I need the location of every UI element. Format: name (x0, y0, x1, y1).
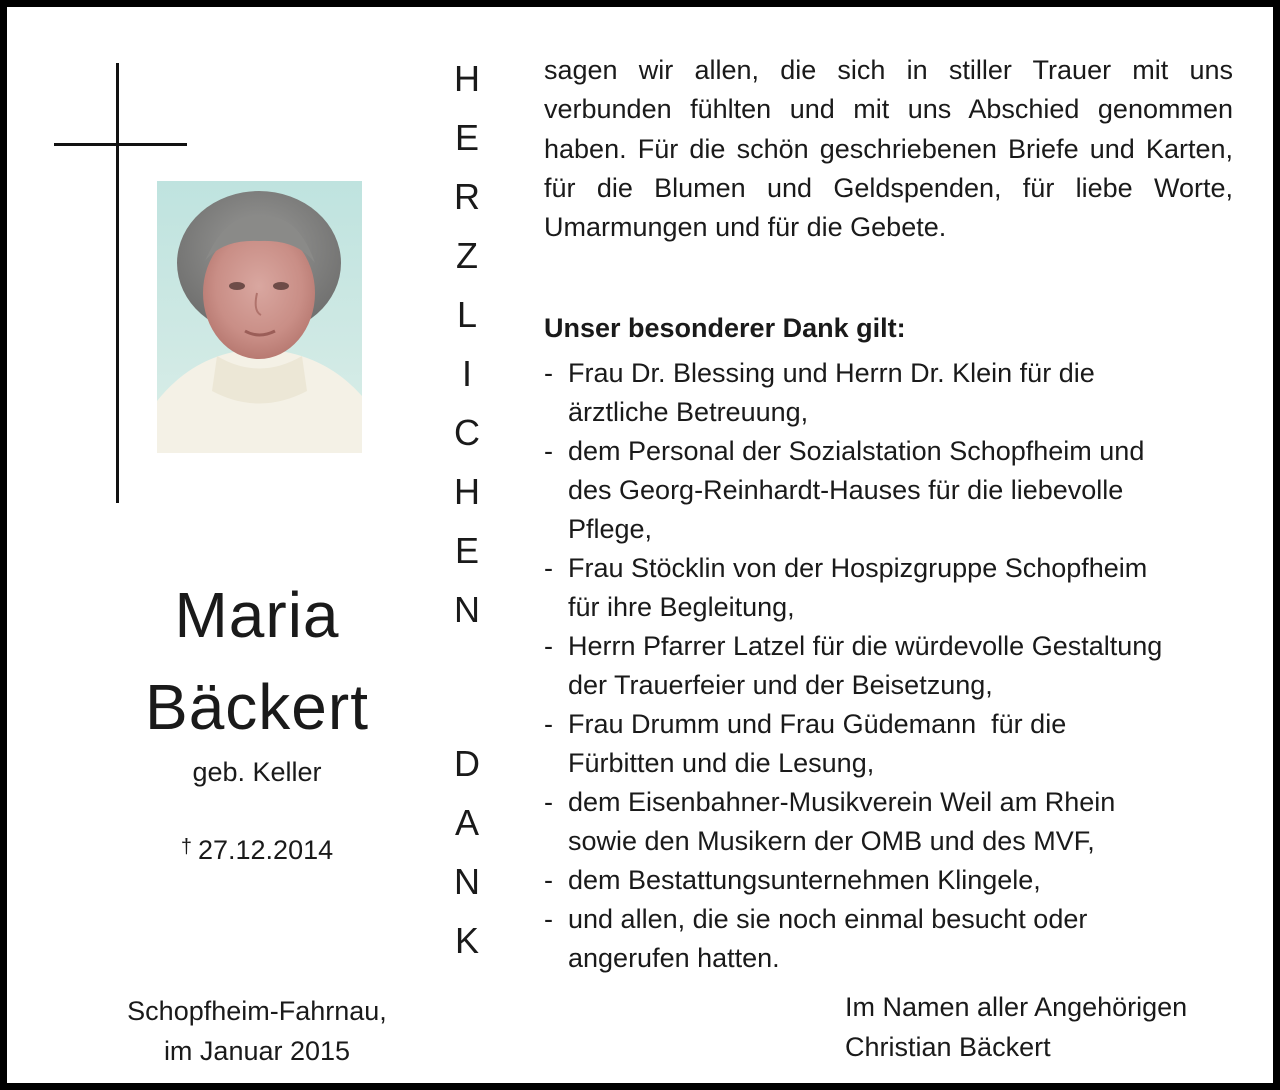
person-last-name: Bäckert (145, 671, 369, 743)
signature (845, 987, 1245, 1067)
cross-icon-vertical-bar (116, 63, 119, 503)
vertical-letter: I (461, 353, 472, 394)
list-item: - Frau Dr. Blessing und Herrn Dr. Klein für die ärztliche Betreuung, (544, 358, 1095, 427)
person-first-name: Maria (174, 579, 340, 651)
vertical-letter: H (454, 471, 480, 512)
list-item: - dem Bestattungsunternehmen Klingele, (544, 865, 1041, 895)
intro-paragraph: sagen wir allen, die sich in stiller Trauer mit uns verbunden fühlten und mit uns Abschied genommen haben. Für die schön geschriebenen Briefe und Karten, für die Blumen und Geldspenden, für liebe Worte, Umarmungen und für die Gebete. (544, 55, 1233, 243)
vertical-letter: E (454, 117, 479, 158)
thanks-subheading: Unser besonderer Dank gilt: (544, 313, 906, 343)
signature-line-2: Christian Bäckert (845, 1032, 1051, 1062)
vertical-letter: H (454, 58, 480, 99)
vertical-letter: R (454, 176, 480, 217)
list-item: - dem Eisenbahner-Musikverein Weil am Rhein sowie den Musikern der OMB und des MVF, (544, 787, 1116, 856)
dagger-icon: † (180, 836, 192, 858)
death-date (97, 835, 417, 866)
list-item: - dem Personal der Sozialstation Schopfheim und des Georg-Reinhardt-Hauses für die liebevolle Pflege, (544, 436, 1145, 544)
list-item: - Frau Drumm und Frau Güdemann für die Fürbitten und die Lesung, (544, 709, 1067, 778)
list-item: - Herrn Pfarrer Latzel für die würdevolle Gestaltung der Trauerfeier und der Beisetzung, (544, 631, 1163, 700)
vertical-letter: Z (456, 235, 478, 276)
place-line-1: Schopfheim-Fahrnau, (127, 996, 387, 1026)
place-and-date (97, 991, 417, 1071)
person-birth-name: geb. Keller (192, 757, 322, 787)
cross-icon-horizontal-bar (54, 143, 187, 146)
list-item: - Frau Stöcklin von der Hospizgruppe Schopfheim für ihre Begleitung, (544, 553, 1148, 622)
vertical-letter: L (456, 294, 478, 335)
vertical-letter: K (454, 920, 479, 961)
signature-line-1: Im Namen aller Angehörigen (845, 992, 1188, 1022)
vertical-letter: E (454, 530, 479, 571)
thanks-list (544, 354, 1244, 978)
death-date-value: 27.12.2014 (197, 835, 334, 865)
portrait-photo (157, 181, 362, 453)
vertical-letter: D (454, 743, 480, 784)
place-line-2: im Januar 2015 (163, 1036, 351, 1066)
vertical-letter: A (454, 802, 479, 843)
vertical-letter: N (454, 861, 480, 902)
vertical-letter: N (454, 589, 480, 630)
list-item: - und allen, die sie noch einmal besucht oder angerufen hatten. (544, 904, 1088, 973)
vertical-letter: C (454, 412, 480, 453)
